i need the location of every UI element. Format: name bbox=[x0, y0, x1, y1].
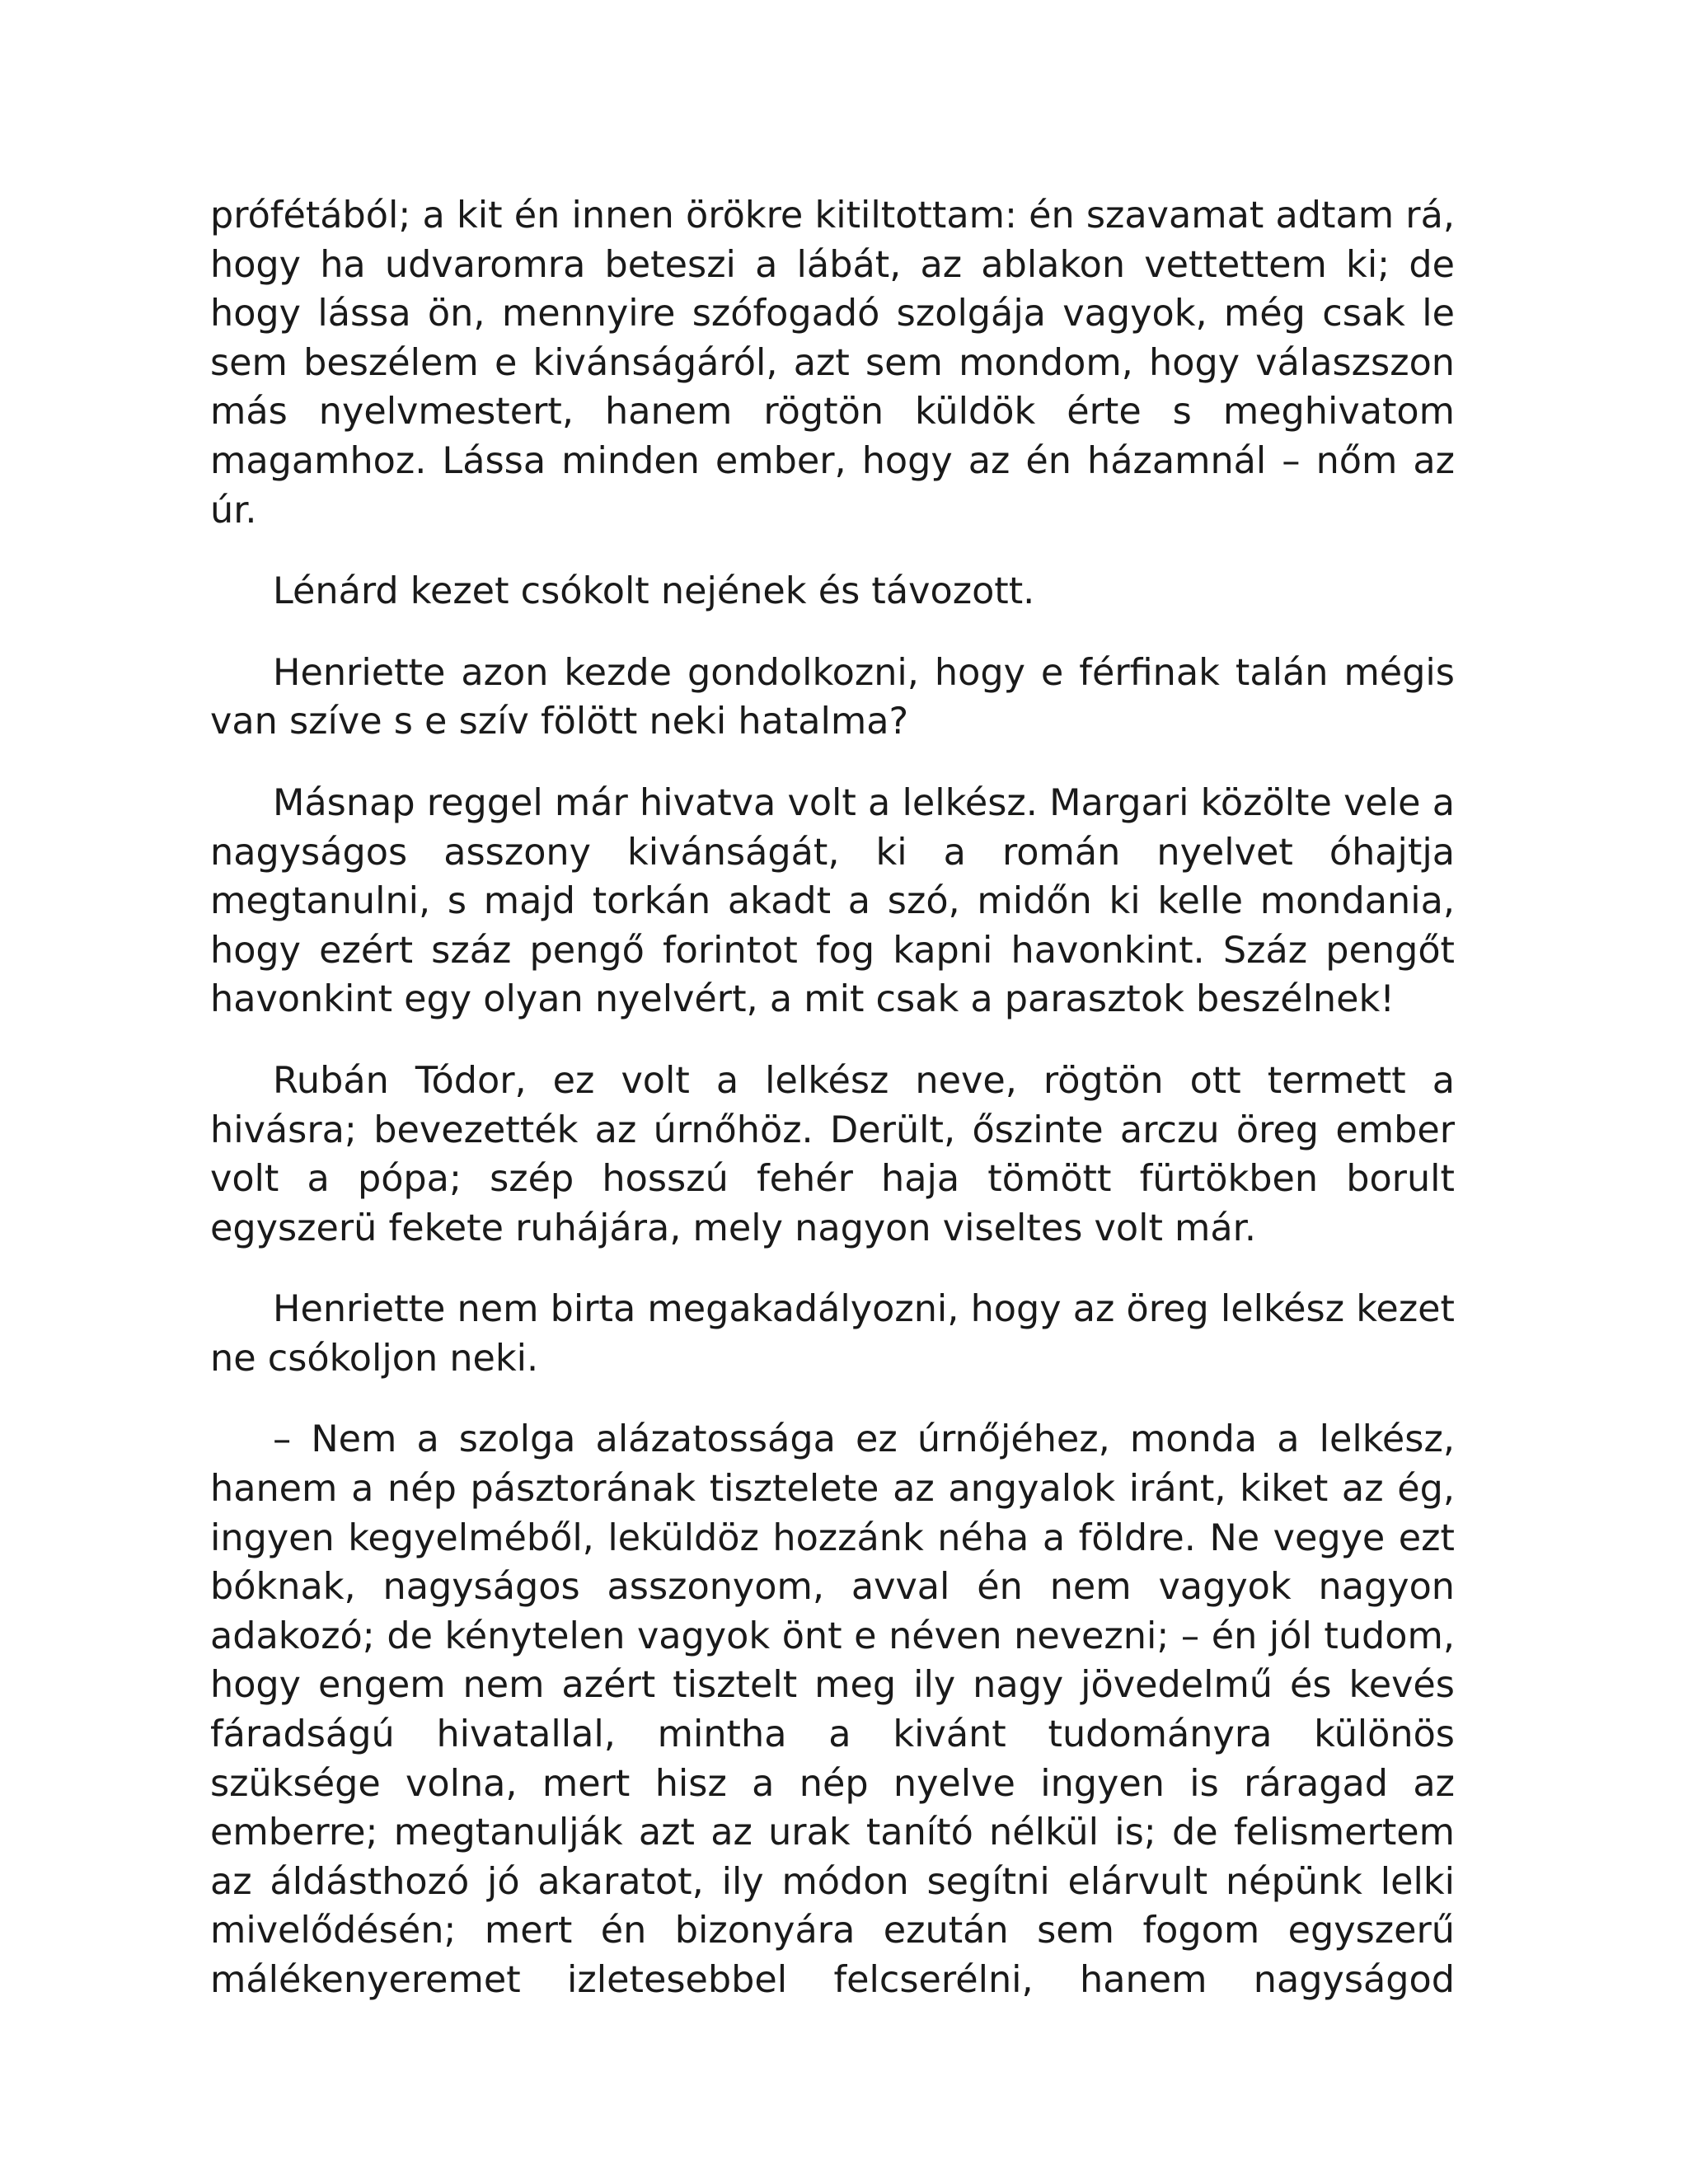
paragraph-5: Rubán Tódor, ez volt a lelkész neve, rögtön ott termett a hivásra; bevezették az úrnőhöz. Derült, őszinte arczu öreg ember volt a pópa; szép hosszú fehér haja tömött fürtökben borult egyszerü fekete ruhájára, mely nagyon viseltes volt már. bbox=[210, 1059, 1455, 1249]
paragraph-6: Henriette nem birta megakadályozni, hogy az öreg lelkész kezet ne csókoljon neki. bbox=[210, 1288, 1455, 1380]
paragraph-1: prófétából; a kit én innen örökre kitiltottam: én szavamat adtam rá, hogy ha udvaromra beteszi a lábát, az ablakon vettettem ki; de hogy lássa ön, mennyire szófogadó szolgája vagyok, még csak le sem beszélem e kivánságáról, azt sem mondom, hogy válaszszon más nyelvmestert, hanem rögtön küldök érte s meghivatom magamhoz. Lássa minden ember, hogy az én házamnál – nőm az úr. bbox=[210, 194, 1455, 532]
paragraph-4: Másnap reggel már hivatva volt a lelkész. Margari közölte vele a nagyságos asszony kivánságát, ki a román nyelvet óhajtja megtanulni, s majd torkán akadt a szó, midőn ki kelle mondania, hogy ezért száz pengő forintot fog kapni havonkint. Száz pengőt havonkint egy olyan nyelvért, a mit csak a parasztok beszélnek! bbox=[210, 781, 1455, 1021]
paragraph-3: Henriette azon kezde gondolkozni, hogy e férfinak talán mégis van szíve s e szív fölött neki hatalma? bbox=[210, 651, 1455, 743]
paragraph-7: – Nem a szolga alázatossága ez úrnőjéhez, monda a lelkész, hanem a nép pásztorának tisztelete az angyalok iránt, kiket az ég, ingyen kegyelméből, leküldöz hozzánk néha a földre. Ne vegye ezt bóknak, nagyságos asszonyom, avval én nem vagyok nagyon adakozó; de kénytelen vagyok önt e néven nevezni; – én jól tudom, hogy engem nem azért tisztelt meg ily nagy jövedelmű és kevés fáradságú hivatallal, mintha a kivánt tudományra különös szüksége volna, mert hisz a nép nyelve ingyen is ráragad az emberre; megtanulják azt az urak tanító nélkül is; de felismertem az áldásthozó jó akaratot, ily módon segítni elárvult népünk lelki mivelődésén; mert én bizonyára ezután sem fogom egyszerű málékenyeremet izletesebbel felcserélni, hanem nagyságod bbox=[210, 1418, 1455, 2001]
paragraph-2: Lénárd kezet csókolt nejének és távozott. bbox=[273, 570, 1035, 613]
page-body bbox=[210, 191, 1455, 2005]
